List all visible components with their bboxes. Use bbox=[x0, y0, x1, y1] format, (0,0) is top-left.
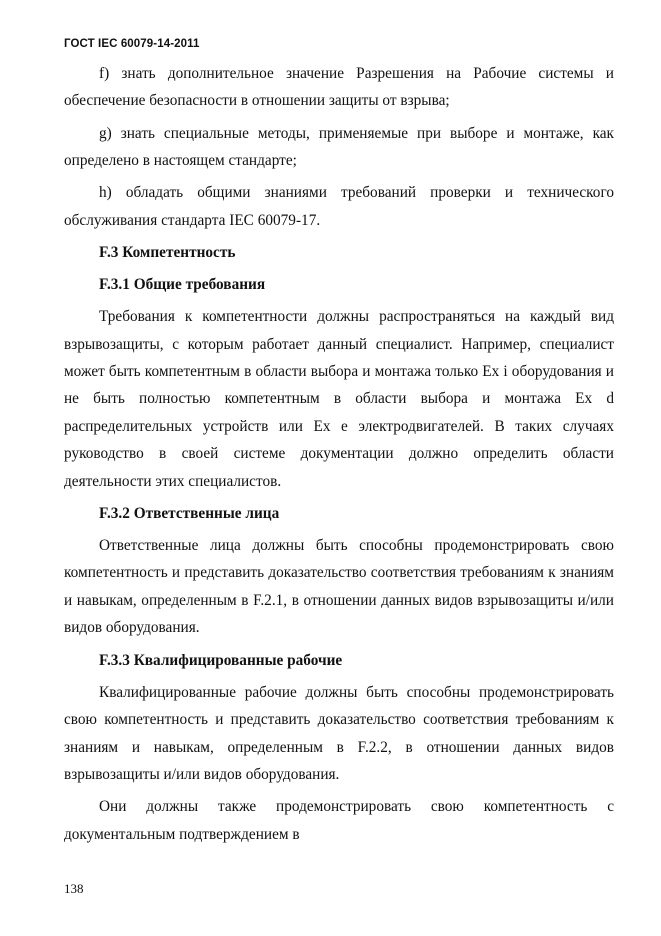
paragraph-responsible-persons: Ответственные лица должны быть способны продемонстрировать свою компетентность и представить доказательство соответствия требованиям к знаниям и навыкам, определенным в F.2.1, в отношении данных видов взрывозащиты и/или видов оборудования. bbox=[64, 537, 614, 637]
list-item-g: g) знать специальные методы, применяемые при выборе и монтаже, как определено в настоящем стандарте; bbox=[64, 124, 614, 170]
paragraph-documentary-evidence: Они должны также продемонстрировать свою компетентность с документальным подтверждением в bbox=[64, 798, 614, 843]
paragraph-qualified-workers: Квалифицированные рабочие должны быть способны продемонстрировать свою компетентность и представить доказательство соответствия требованиям к знаниям и навыкам, определенным в F.2.2, в отношении данных видов взрывозащиты и/или видов оборудования. bbox=[64, 683, 614, 783]
section-heading-f3-1: F.3.1 Общие требования bbox=[99, 276, 266, 294]
paragraph-general-requirements: Требования к компетентности должны распространяться на каждый вид взрывозащиты, с которым работает данный специалист. Например, специалист может быть компетентным в области выбора и монтажа только Ex i оборудования и не быть полностью компетентным в области выбора и монтажа Ex d распределительных устройств или Ex e электродвигателей. В таких случаях руководство в своей системе документации должно определить области деятельности этих специалистов. bbox=[64, 308, 614, 490]
list-item-f: f) знать дополнительное значение Разрешения на Рабочие системы и обеспечение безопасности в отношении защиты от взрыва; bbox=[64, 65, 614, 110]
document-header: ГОСТ IEC 60079-14-2011 bbox=[64, 38, 200, 50]
section-heading-f3-2: F.3.2 Ответственные лица bbox=[99, 504, 280, 522]
list-item-h: h) обладать общими знаниями требований проверки и технического обслуживания стандарта IEC 60079-17. bbox=[64, 184, 614, 229]
section-heading-f3-3: F.3.3 Квалифицированные рабочие bbox=[99, 651, 343, 669]
document-body bbox=[64, 60, 614, 853]
section-heading-f3: F.3 Компетентность bbox=[99, 243, 236, 261]
page-number: 138 bbox=[64, 881, 84, 896]
